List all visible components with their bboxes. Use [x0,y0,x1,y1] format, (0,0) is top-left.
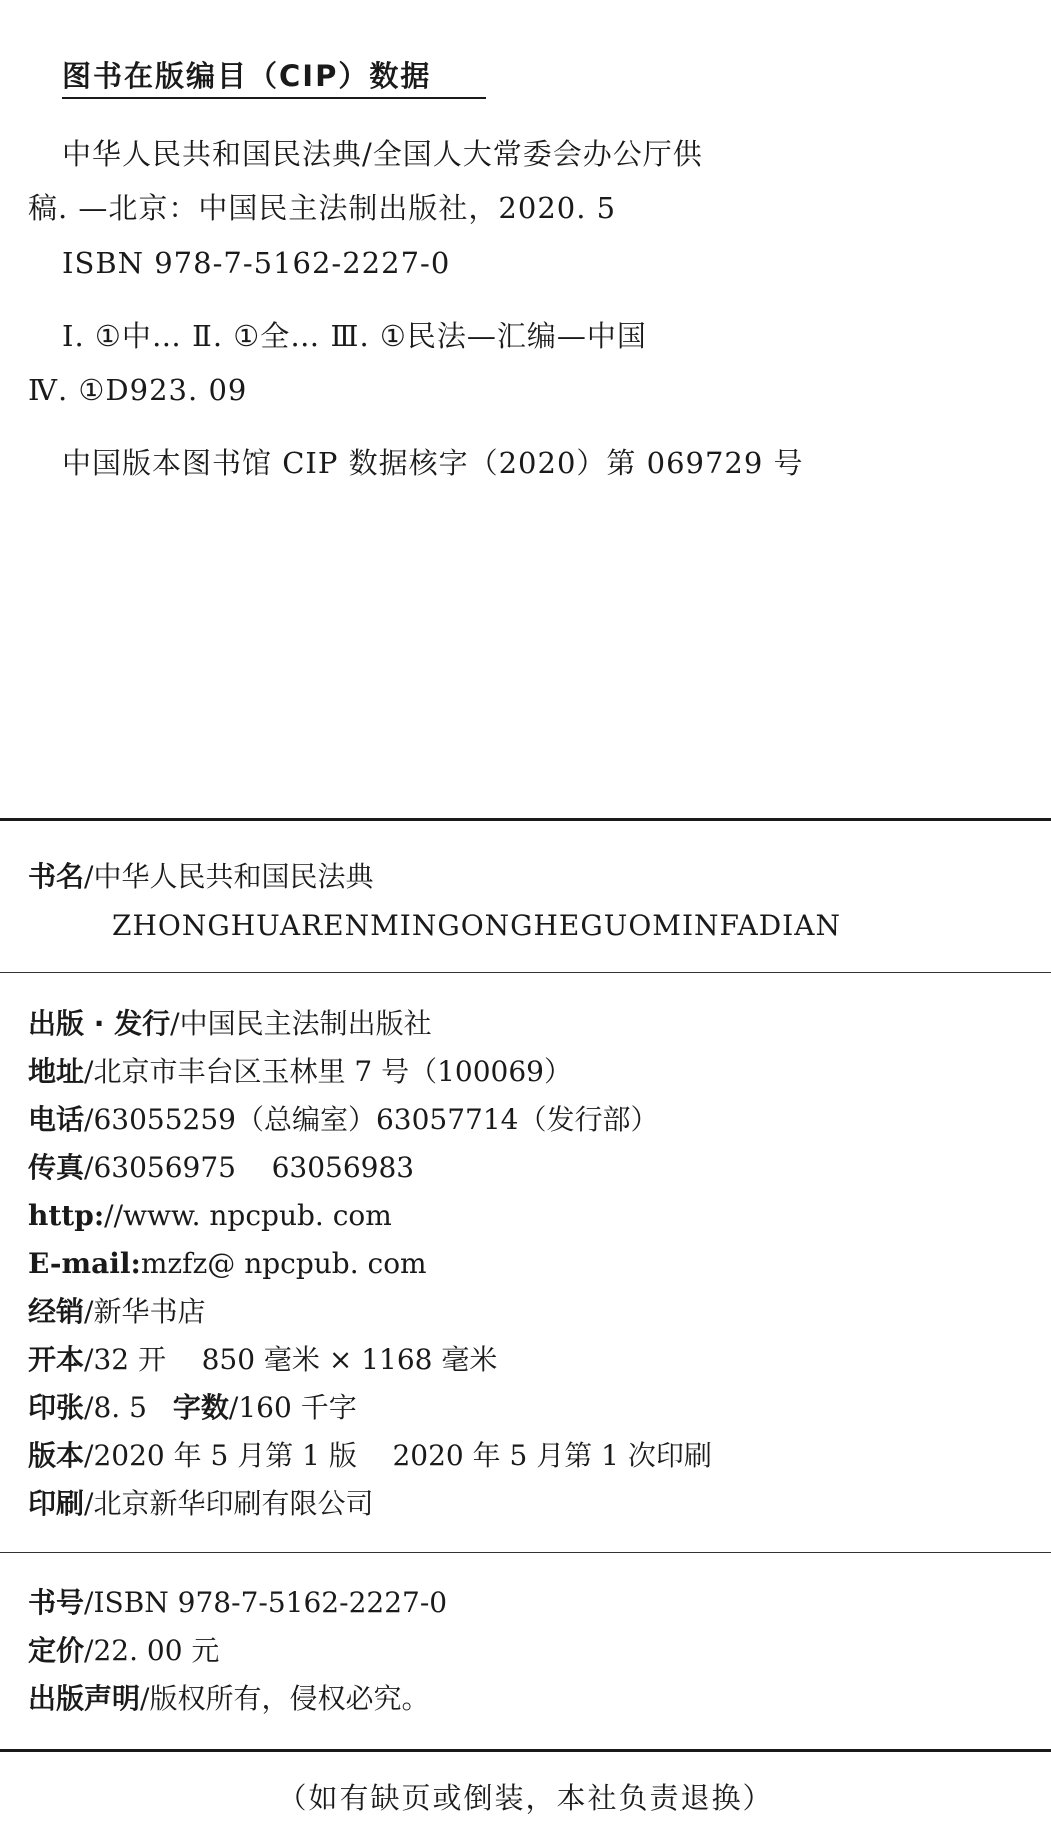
email-line: E-mail:mzfz@ npcpub. com [28,1247,427,1280]
address-label: 地址 [28,1055,85,1088]
divider-3 [0,1552,1051,1553]
divider-top [0,818,1051,821]
price-label: 定价 [28,1634,85,1667]
address-value: 北京市丰台区玉林里 7 号（100069） [93,1055,572,1088]
sheets-line: 印张/8. 5 字数/160 千字 [28,1391,357,1424]
cip-title-underline [62,97,486,99]
word-count-value: 160 千字 [238,1391,357,1424]
http-value: //www. npcpub. com [104,1199,392,1232]
publisher-line: 出版 · 发行/中国民主法制出版社 [28,1007,432,1040]
distributor-value: 新华书店 [93,1295,206,1328]
book-number-value: ISBN 978-7-5162-2227-0 [93,1586,448,1619]
sheets-value: 8. 5 [93,1391,147,1424]
format-value: 32 开 850 毫米 × 1168 毫米 [93,1343,498,1376]
fax-line: 传真/63056975 63056983 [28,1151,415,1184]
cip-title: 图书在版编目（CIP）数据 [62,59,432,93]
http-line: http://www. npcpub. com [28,1199,392,1232]
edition-line: 版本/2020 年 5 月第 1 版 2020 年 5 月第 1 次印刷 [28,1439,712,1472]
format-label: 开本 [28,1343,85,1376]
replacement-note: （如有缺页或倒装，本社负责退换） [277,1781,774,1815]
cip-line-classification: Ⅰ. ①中… Ⅱ. ①全… Ⅲ. ①民法—汇编—中国 [62,319,647,353]
price-value: 22. 00 元 [93,1634,220,1667]
price-line: 定价/22. 00 元 [28,1634,220,1667]
printer-line: 印刷/北京新华印刷有限公司 [28,1487,374,1520]
divider-2 [0,972,1051,973]
cip-line-1: 中华人民共和国民法典/全国人大常委会办公厅供 [62,137,703,171]
book-name-label: 书名 [28,860,85,893]
edition-label: 版本 [28,1439,85,1472]
book-name-line: 书名/中华人民共和国民法典 [28,860,374,893]
statement-label: 出版声明 [28,1682,141,1715]
cip-line-verification: 中国版本图书馆 CIP 数据核字（2020）第 069729 号 [62,446,804,480]
statement-value: 版权所有，侵权必究。 [149,1682,430,1715]
cip-line-classification-cont: Ⅳ. ①D923. 09 [28,373,248,407]
fax-label: 传真 [28,1151,85,1184]
printer-label: 印刷 [28,1487,85,1520]
book-number-line: 书号/ISBN 978-7-5162-2227-0 [28,1586,448,1619]
sheets-label: 印张 [28,1391,85,1424]
distributor-line: 经销/新华书店 [28,1295,206,1328]
email-value: mzfz@ npcpub. com [140,1247,427,1280]
book-number-label: 书号 [28,1586,85,1619]
word-count-label: 字数 [172,1391,229,1424]
distributor-label: 经销 [28,1295,85,1328]
book-name-pinyin: ZHONGHUARENMINGONGHEGUOMINFADIAN [112,909,841,942]
http-label: http [28,1199,94,1232]
fax-value: 63056975 63056983 [93,1151,415,1184]
phone-label: 电话 [28,1103,85,1136]
book-name-value: 中华人民共和国民法典 [93,860,374,893]
publisher-label: 出版 · 发行 [28,1007,171,1040]
cip-line-2: 稿. —北京：中国民主法制出版社，2020. 5 [28,191,617,225]
address-line: 地址/北京市丰台区玉林里 7 号（100069） [28,1055,572,1088]
email-label: E-mail [28,1247,131,1280]
phone-value: 63055259（总编室）63057714（发行部） [93,1103,659,1136]
statement-line: 出版声明/版权所有，侵权必究。 [28,1682,430,1715]
phone-line: 电话/63055259（总编室）63057714（发行部） [28,1103,659,1136]
cip-line-isbn: ISBN 978-7-5162-2227-0 [62,246,451,280]
publisher-value: 中国民主法制出版社 [179,1007,432,1040]
format-line: 开本/32 开 850 毫米 × 1168 毫米 [28,1343,498,1376]
printer-value: 北京新华印刷有限公司 [93,1487,374,1520]
edition-value: 2020 年 5 月第 1 版 2020 年 5 月第 1 次印刷 [93,1439,712,1472]
divider-bottom [0,1749,1051,1752]
